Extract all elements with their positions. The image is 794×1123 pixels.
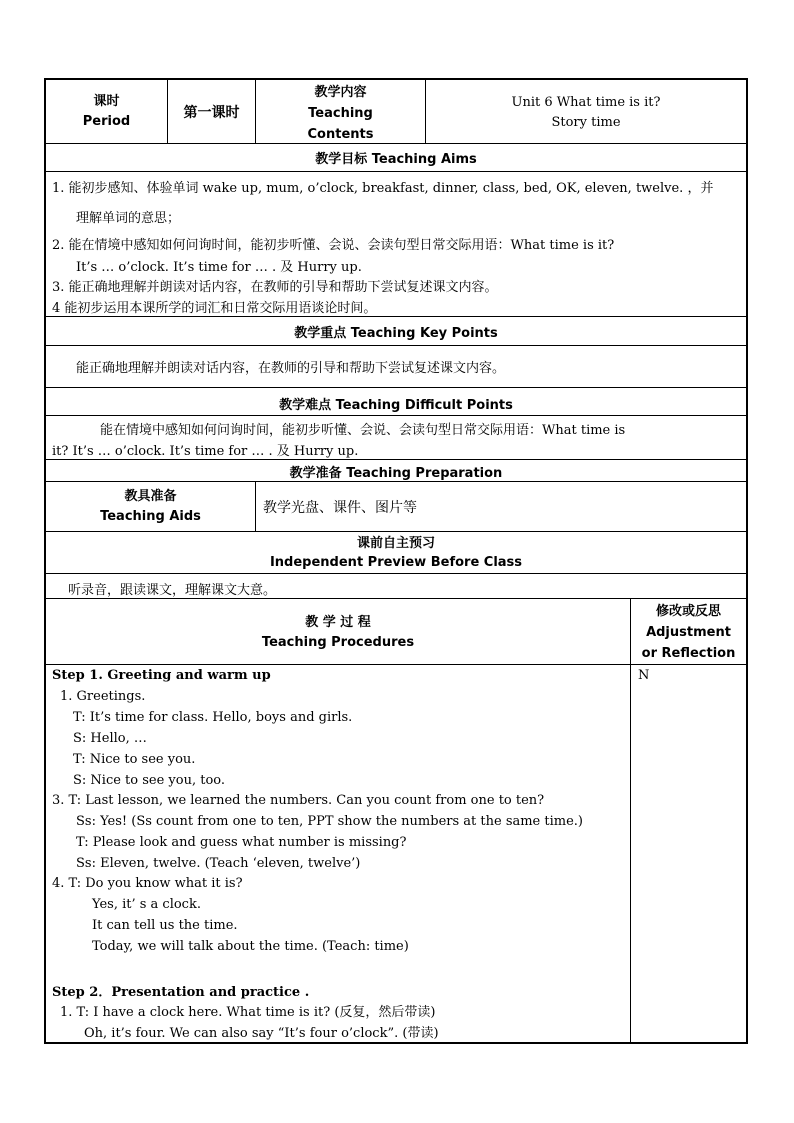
key-points-title: 教学重点 Teaching Key Points [294,326,498,341]
procedure-line: 1. T: I have a clock here. What time is it? (反复，然后带读) [60,1005,436,1020]
row-divider [46,459,746,460]
aim-item: 理解单词的意思； [76,211,181,226]
content-label-en2: Contents [307,127,374,142]
period-label-en: Period [82,114,131,129]
aids-label-cn: 教具准备 [124,489,177,504]
preview-title-en: Independent Preview Before Class [269,555,523,570]
unit-title: Unit 6 What time is it? [511,95,661,110]
step-heading: Step 1. Greeting and warm up [52,668,271,683]
procedure-line: Ss: Yes! (Ss count from one to ten, PPT show the numbers at the same time.) [76,814,583,829]
aids-label [46,487,255,527]
procedure-line: Oh, it’s four. We can also say “It’s four o’clock”. (带读) [84,1026,439,1041]
procedure-line: S: Nice to see you, too. [73,773,226,788]
adjustment-header-cn: 修改或反思 [655,604,721,619]
row-divider [46,573,746,574]
difficult-points-line: it? It’s … o’clock. It’s time for … . 及 Hurry up. [52,444,359,459]
procedure-line: Ss: Eleven, twelve. (Teach ‘eleven, twelve’) [76,856,361,871]
row-divider [46,531,746,532]
difficult-points-title: 教学难点 Teaching Difficult Points [279,398,513,413]
procedure-line: 1. Greetings. [60,689,146,704]
column-divider [630,598,631,1042]
preparation-title: 教学准备 Teaching Preparation [289,466,503,481]
aim-item: 1. 能初步感知、体验单词 wake up, mum, o’clock, breakfast, dinner, class, bed, OK, eleven, twelve. ，并 [52,181,714,196]
procedure-line: T: Please look and guess what number is missing? [76,835,407,850]
procedures-title [46,613,630,653]
period-label-cn: 课时 [93,94,120,109]
column-divider [255,481,256,531]
procedure-line: T: Nice to see you. [73,752,196,767]
procedure-line: It can tell us the time. [92,918,238,933]
unit-title-cell [426,93,746,133]
aims-title: 教学目标 Teaching Aims [315,152,477,167]
step-heading: Step 2．Presentation and practice . [52,985,310,1000]
preview-title [46,534,746,572]
row-divider [46,387,746,388]
row-divider [46,171,746,172]
content-label-cn: 教学内容 [314,85,367,100]
procedure-line: Today, we will talk about the time. (Teach: time) [92,939,409,954]
unit-subtitle: Story time [551,115,621,130]
row-divider [46,345,746,346]
aim-item: 4 能初步运用本课所学的词汇和日常交际用语谈论时间。 [52,301,377,316]
content-label [256,82,425,145]
preview-title-cn: 课前自主预习 [356,536,435,551]
key-points-text: 能正确地理解并朗读对话内容，在教师的引导和帮助下尝试复述课文内容。 [76,361,506,376]
period-value: 第一课时 [183,105,240,121]
row-divider [46,481,746,482]
period-label [46,92,167,132]
procedure-line: T: It’s time for class. Hello, boys and girls. [73,710,353,725]
row-divider [46,316,746,317]
aids-value: 教学光盘、课件、图片等 [263,500,417,516]
row-divider [46,415,746,416]
content-label-en1: Teaching [308,106,373,121]
procedure-line: 3. T: Last lesson, we learned the numbers. Can you count from one to ten? [52,793,545,808]
procedure-line: Yes, it’ s a clock. [92,897,201,912]
aim-item: 3. 能正确地理解并朗读对话内容，在教师的引导和帮助下尝试复述课文内容。 [52,280,498,295]
procedures-title-en: Teaching Procedures [261,635,415,650]
row-divider [46,598,746,599]
adjustment-header-en2: or Reflection [641,646,736,661]
adjustment-header-en1: Adjustment [646,625,731,640]
aids-label-en: Teaching Aids [100,509,201,524]
difficult-points-line: 能在情境中感知如何问询时间，能初步听懂、会说、会读句型日常交际用语：What time is [100,423,626,438]
row-divider [46,664,746,665]
preview-text: 听录音，跟读课文，理解课文大意。 [68,583,277,598]
aim-item: 2. 能在情境中感知如何问询时间，能初步听懂、会说、会读句型日常交际用语：What time is it? [52,238,615,253]
procedure-line: S: Hello, … [73,731,147,746]
aim-item: It’s … o’clock. It’s time for … . 及 Hurry up. [76,260,362,275]
reflection-value: N [638,668,650,683]
procedures-title-cn: 教 学 过 程 [305,615,371,630]
procedure-line: 4. T: Do you know what it is? [52,876,243,891]
adjustment-header [631,601,746,664]
